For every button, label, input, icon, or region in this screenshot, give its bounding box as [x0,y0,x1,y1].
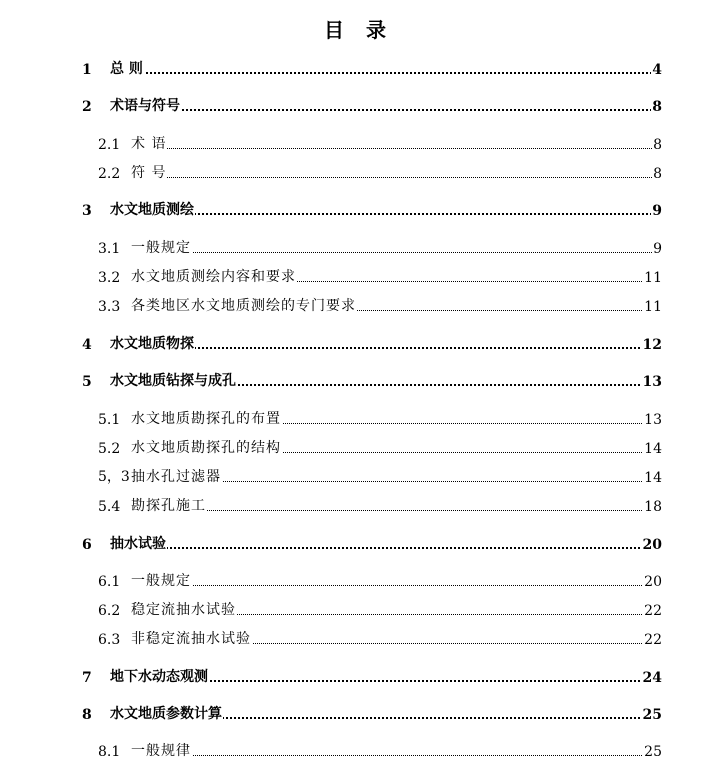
entry-number: 2 [82,99,92,115]
toc-entry[interactable] [0,599,710,621]
toc-entry[interactable] [0,58,710,80]
entry-label: 一般规定 [131,570,192,590]
entry-number: 2.2 [98,166,121,182]
entry-label: 水文地质钻探与成孔 [110,370,237,390]
entry-page: 13 [642,374,662,390]
entry-label: 抽水试验 [110,533,167,553]
entry-page: 14 [644,441,662,457]
toc-entry[interactable] [0,408,710,430]
entry-number: 7 [82,670,92,686]
entry-page: 20 [644,574,662,590]
entry-page: 8 [653,137,662,153]
entry-page: 11 [644,299,662,315]
entry-label: 一般规律 [131,740,192,760]
entry-label: 水文地质勘探孔的布置 [131,408,282,428]
entry-page: 4 [652,62,662,78]
toc-title: 目录 [324,18,408,42]
entry-page: 9 [653,241,662,257]
dot-leader [131,148,660,149]
entry-label: 术语与符号 [110,95,181,115]
entry-page: 20 [642,537,662,553]
entry-number: 5 [82,374,92,390]
entry-label: 水文地质参数计算 [110,703,223,723]
entry-number: 4 [82,337,92,353]
entry-page: 8 [652,99,662,115]
dot-leader [110,109,660,111]
entry-page: 22 [644,632,662,648]
toc-entry[interactable] [0,199,710,221]
toc-entry[interactable] [0,703,710,725]
entry-page: 14 [644,470,662,486]
toc-entry[interactable] [0,133,710,155]
toc-entry[interactable] [0,628,710,650]
entry-number: 3.1 [98,241,121,257]
dot-leader [131,510,660,511]
toc-entry[interactable] [0,666,710,688]
entry-page: 11 [644,270,662,286]
entry-page: 22 [644,603,662,619]
entry-number: 3 [82,203,92,219]
entry-number: 6.3 [98,632,121,648]
entry-page: 24 [642,670,662,686]
toc-entry[interactable] [0,570,710,592]
entry-number: 5.1 [98,412,121,428]
entry-number: 5.2 [98,441,121,457]
entry-number: 1 [82,62,92,78]
entry-label: 稳定流抽水试验 [131,599,237,619]
toc-entry[interactable] [0,266,710,288]
dot-leader [110,72,660,74]
entry-label: 抽水孔过滤器 [131,466,222,486]
entry-page: 13 [644,412,662,428]
entry-page: 25 [642,707,662,723]
toc-entry[interactable] [0,237,710,259]
entry-label: 符 号 [131,162,167,182]
entry-label: 地下水动态观测 [110,666,209,686]
entry-label: 总 则 [110,58,144,78]
entry-number: 6.2 [98,603,121,619]
toc-entry[interactable] [0,295,710,317]
entry-label: 水文地质测绘内容和要求 [131,266,297,286]
dot-leader [131,252,660,253]
entry-page: 18 [644,499,662,515]
toc-entry[interactable] [0,162,710,184]
entry-label: 非稳定流抽水试验 [131,628,252,648]
dot-leader [110,547,660,549]
entry-label: 水文地质物探 [110,333,195,353]
toc-entry[interactable] [0,466,710,488]
toc-entry[interactable] [0,333,710,355]
entry-label: 勘探孔施工 [131,495,207,515]
entry-label: 一般规定 [131,237,192,257]
toc-entry[interactable] [0,95,710,117]
entry-number: 6 [82,537,92,553]
entry-page: 9 [652,203,662,219]
entry-number: 2.1 [98,137,121,153]
entry-page: 8 [653,166,662,182]
entry-label: 水文地质测绘 [110,199,195,219]
dot-leader [131,585,660,586]
entry-number: 5.4 [98,499,121,515]
entry-number: 5，3 [98,469,130,485]
entry-number: 3.3 [98,299,121,315]
entry-number: 6.1 [98,574,121,590]
entry-label: 水文地质勘探孔的结构 [131,437,282,457]
entry-number: 3.2 [98,270,121,286]
toc-entry[interactable] [0,370,710,392]
toc-entry[interactable] [0,533,710,555]
entry-page: 25 [644,744,662,760]
dot-leader [131,177,660,178]
entry-label: 各类地区水文地质测绘的专门要求 [131,295,357,315]
entry-number: 8.1 [98,744,121,760]
toc-entry[interactable] [0,437,710,459]
dot-leader [131,755,660,756]
entry-label: 术 语 [131,133,167,153]
toc-entry[interactable] [0,495,710,517]
entry-page: 12 [642,337,662,353]
entry-number: 8 [82,707,92,723]
